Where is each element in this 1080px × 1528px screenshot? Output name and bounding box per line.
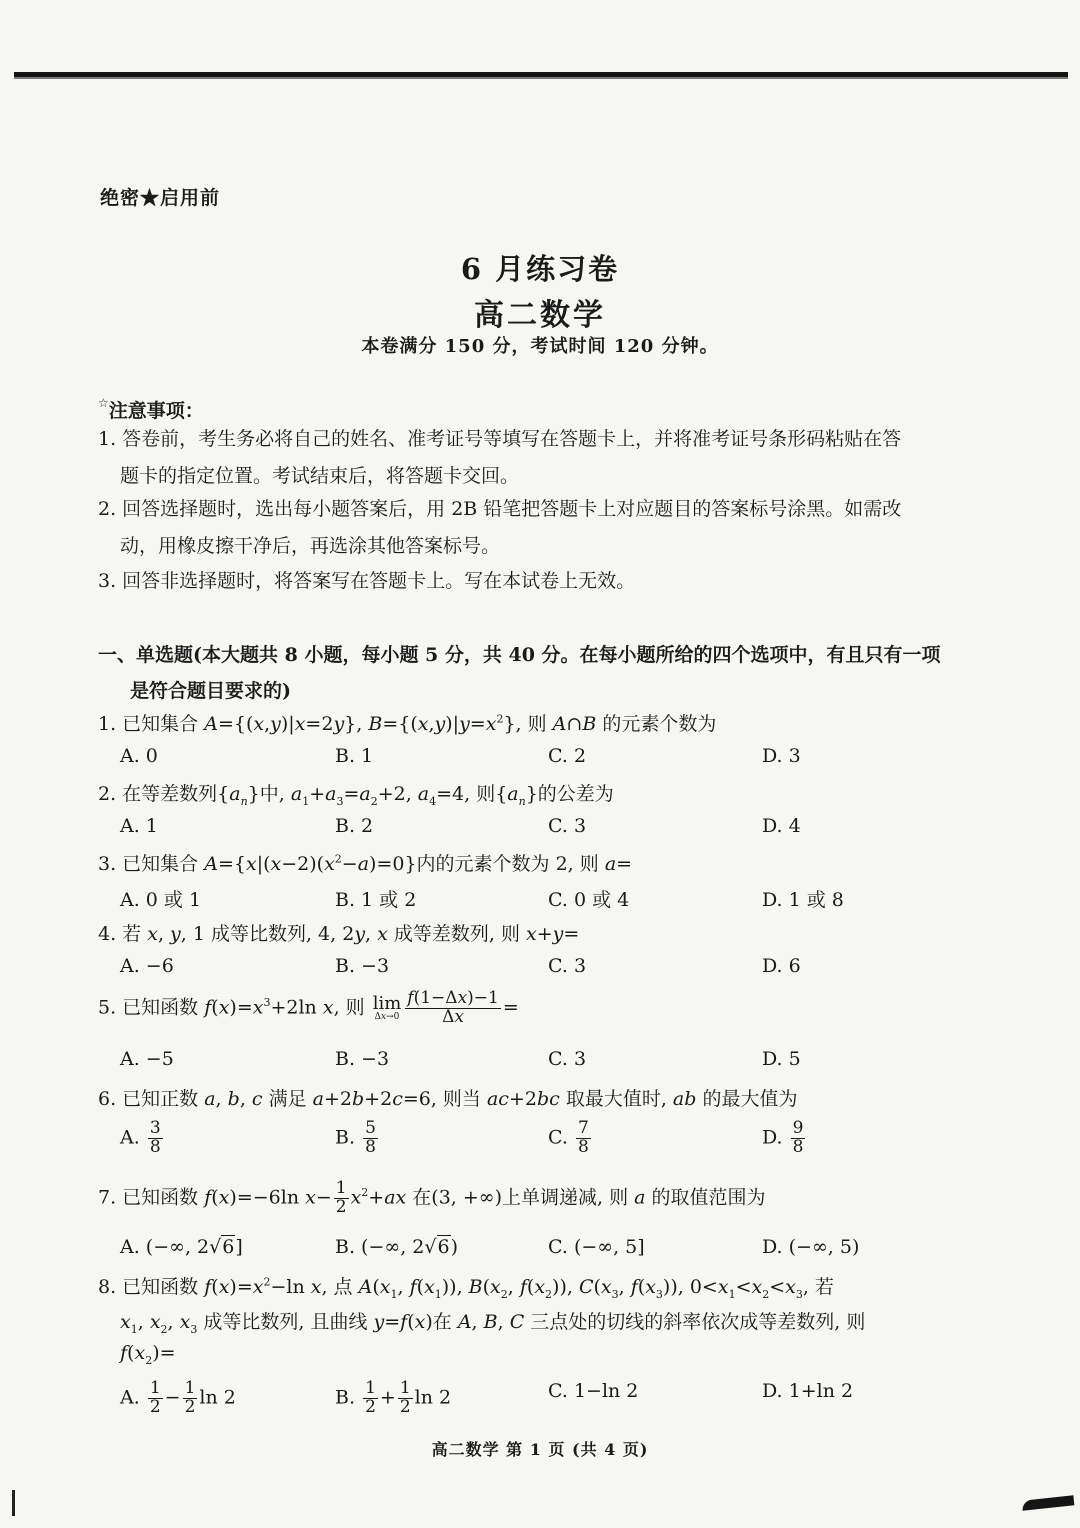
limit-fraction: $\frac{f(1-\Delta x)-1}{\Delta x}$ (407, 988, 499, 1027)
option-c[interactable]: C. 3 (548, 815, 587, 837)
option-c[interactable]: C. $\frac{7}{8}$ (548, 1118, 589, 1157)
option-b[interactable]: B. 2 (335, 815, 374, 837)
option-d[interactable]: D. 1+ln 2 (762, 1380, 854, 1402)
question-4: 4. 若 x, y, 1 成等比数列, 4, 2y, x 成等差数列, 则 x+y= (98, 923, 580, 945)
option-a[interactable]: A. 0 或 1 (120, 889, 202, 911)
limit-symbol: lim Δx→0 (372, 992, 402, 1022)
notice-item-3: 3. 回答非选择题时，将答案写在答题卡上。写在本试卷上无效。 (98, 570, 636, 592)
question-8-cont-1: $x_1$, $x_2$, $x_3$ 成等比数列, 且曲线 y=f(x)在 A, B, C 三点处的切线的斜率依次成等差数列, 则 (120, 1311, 866, 1336)
question-5: 5. 已知函数 $f(x)=x^3+2\ln$ x, 则 lim Δx→0 $\frac{f(1-\Delta x)-1}{\Delta x}$ = (98, 988, 519, 1027)
question-7-options (120, 1236, 980, 1276)
option-c[interactable]: C. 3 (548, 955, 587, 977)
question-8: 8. 已知函数 $f(x)=x^2-\ln$ x, 点 $A(x_1$, $f(x_1)$), $B(x_2$, $f(x_2)$), $C(x_3$, $f(x_3)$), $0<x_1<x_2<x_3$, 若 (98, 1275, 834, 1301)
notice-item-1: 1. 答卷前，考生务必将自己的姓名、准考证号等填写在答题卡上，并将准考证号条形码粘贴在答 (98, 428, 902, 450)
option-c[interactable]: C. 0 或 4 (548, 889, 630, 911)
option-a[interactable]: A. $\frac{1}{2}$ − $\frac{1}{2}$ ln 2 (120, 1378, 236, 1417)
option-d[interactable]: D. (−∞, 5) (762, 1236, 860, 1258)
question-1: 1. 已知集合 A={(x,y)|x=2y}, $B=\{(x,y)|y=x^2\}$, 则 A∩B 的元素个数为 (98, 712, 717, 735)
question-6: 6. 已知正数 a, b, c 满足 a+2b+2c=6, 则当 ac+2bc 取最大值时, ab 的最大值为 (98, 1088, 798, 1110)
scan-mark-right (1022, 1495, 1075, 1510)
question-8-cont-2: $f(x_2)=$ (120, 1342, 176, 1367)
notice-item-2: 2. 回答选择题时，选出每小题答案后，用 2B 铅笔把答题卡上对应题目的答案标号涂黑。如需改 (98, 498, 902, 520)
option-b[interactable]: B. 1 或 2 (335, 889, 417, 911)
question-6-options (120, 1120, 980, 1160)
confidential-label: 绝密★启用前 (100, 187, 221, 209)
option-a[interactable]: A. 1 (120, 815, 158, 837)
question-2: 2. 在等差数列$\{a_n\}$中, $a_1+a_3=a_2+2$, $a_4=4$, 则$\{a_n\}$的公差为 (98, 783, 614, 808)
option-b[interactable]: B. (−∞, 2√6) (335, 1236, 459, 1258)
option-d[interactable]: D. 4 (762, 815, 801, 837)
star-icon: ☆ (98, 396, 109, 410)
notice-item-2-cont: 动，用橡皮擦干净后，再选涂其他答案标号。 (120, 535, 501, 557)
notice-item-1-cont: 题卡的指定位置。考试结束后，将答题卡交回。 (120, 465, 520, 487)
option-b[interactable]: B. $\frac{5}{8}$ (335, 1118, 376, 1157)
section-1-heading-cont: 是符合题目要求的) (130, 680, 291, 702)
option-b[interactable]: B. −3 (335, 1048, 390, 1070)
scan-edge-top-shadow (14, 77, 1068, 79)
option-d[interactable]: D. 6 (762, 955, 801, 977)
question-4-options (120, 955, 980, 995)
option-d[interactable]: D. 5 (762, 1048, 801, 1070)
question-7: 7. 已知函数 f(x)=−6ln x− $\frac{1}{2}$ $x^2+ax$ 在(3, +∞)上单调递减, 则 a 的取值范围为 (98, 1178, 766, 1217)
score-time-note: 本卷满分 150 分，考试时间 120 分钟。 (361, 336, 719, 357)
scan-mark-left (12, 1490, 15, 1516)
option-d[interactable]: D. $\frac{9}{8}$ (762, 1118, 804, 1157)
option-d[interactable]: D. 3 (762, 745, 801, 767)
question-3: 3. 已知集合 $A=\{x|(x-2)(x^2-a)=0\}$内的元素个数为 2, 则 a= (98, 852, 633, 875)
section-1-heading: 一、单选题(本大题共 8 小题，每小题 5 分，共 40 分。在每小题所给的四个选项中，有且只有一项 (98, 644, 941, 666)
option-b[interactable]: B. 1 (335, 745, 374, 767)
option-a[interactable]: A. $\frac{3}{8}$ (120, 1118, 161, 1157)
option-a[interactable]: A. (−∞, 2√6] (120, 1236, 243, 1258)
option-c[interactable]: C. 3 (548, 1048, 587, 1070)
question-5-options (120, 1048, 980, 1088)
exam-subject: 高二数学 (474, 298, 606, 333)
option-b[interactable]: B. −3 (335, 955, 390, 977)
option-d[interactable]: D. 1 或 8 (762, 889, 844, 911)
page-footer: 高二数学 第 1 页 (共 4 页) (431, 1440, 649, 1459)
notice-heading: ☆注意事项： (98, 396, 204, 422)
option-a[interactable]: A. −5 (120, 1048, 174, 1070)
option-c[interactable]: C. 2 (548, 745, 587, 767)
exam-title: 6 月练习卷 (460, 252, 620, 286)
option-a[interactable]: A. −6 (120, 955, 174, 977)
option-a[interactable]: A. 0 (120, 745, 158, 767)
question-8-options (120, 1380, 980, 1420)
option-c[interactable]: C. (−∞, 5] (548, 1236, 645, 1258)
option-c[interactable]: C. 1−ln 2 (548, 1380, 639, 1402)
option-b[interactable]: B. $\frac{1}{2}$ + $\frac{1}{2}$ ln 2 (335, 1378, 452, 1417)
